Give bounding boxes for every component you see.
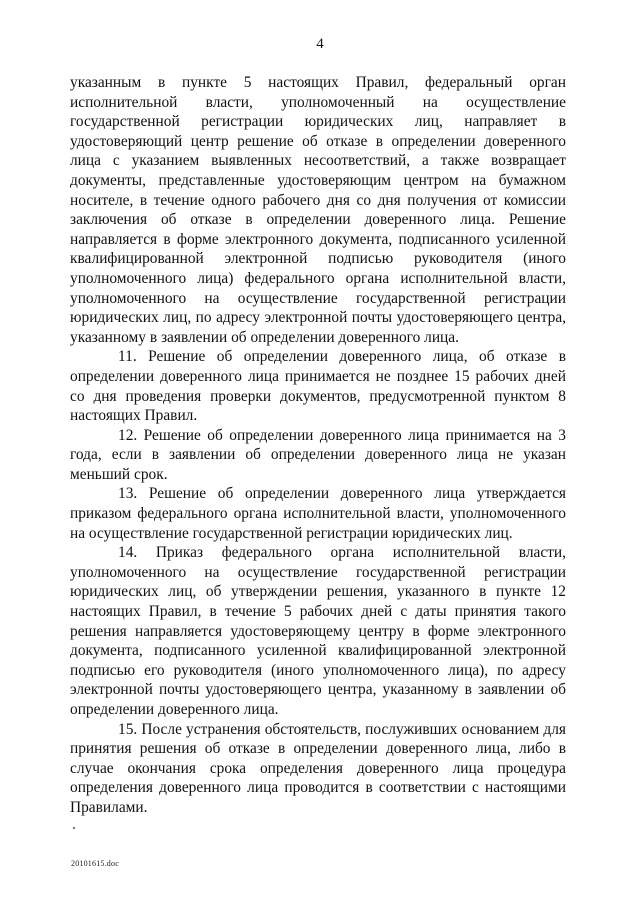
paragraph-item-15: 15. После устранения обстоятельств, послуживших основанием для принятия решения об отказе в определении доверенного лица, либо в случае окончания срока определения доверенного лица процедура определения доверенного лица проводится в соответствии с настоящими Правилами. bbox=[70, 720, 566, 816]
paragraph-item-12: 12. Решение об определении доверенного лица принимается на 3 года, если в заявлении об определении доверенного лица не указан меньший срок. bbox=[70, 426, 566, 483]
paragraph-item-14: 14. Приказ федерального органа исполнительной власти, уполномоченного на осуществление государственной регистрации юридических лиц, об утверждении решения, указанного в пункте 12 настоящих Правил, в течение 5 рабочих дней с даты принятия такого решения направляется удостоверяющему центру в форме электронного документа, подписанного усиленной квалифицированной электронной подписью его руководителя (иного уполномоченного лица), по адресу электронной почты удостоверяющего центра, указанному в заявлении об определении доверенного лица. bbox=[70, 544, 566, 718]
footer-doc-name: 20101615.doc bbox=[71, 859, 119, 868]
document-body bbox=[70, 73, 566, 818]
page-number: 4 bbox=[316, 36, 324, 52]
scan-dot-mark bbox=[73, 827, 75, 829]
paragraph-continuation: указанным в пункте 5 настоящих Правил, федеральный орган исполнительной власти, уполномоченный на осуществление государственной регистрации юридических лиц, направляет в удостоверяющий центр решение об отказе в определении доверенного лица с указанием выявленных несоответствий, а также возвращает документы, представленные удостоверяющим центром на бумажном носителе, в течение одного рабочего дня со дня получения от комиссии заключения об отказе в определении доверенного лица. Решение направляется в форме электронного документа, подписанного усиленной квалифицированной электронной подписью руководителя (иного уполномоченного лица) федерального органа исполнительной власти, уполномоченного на осуществление государственной регистрации юридических лиц, по адресу электронной почты удостоверяющего центра, указанному в заявлении об определении доверенного лица. bbox=[70, 74, 566, 346]
paragraph-item-13: 13. Решение об определении доверенного лица утверждается приказом федерального органа исполнительной власти, уполномоченного на осуществление государственной регистрации юридических лиц. bbox=[70, 485, 566, 542]
paragraph-item-11: 11. Решение об определении доверенного лица, об отказе в определении доверенного лица принимается не позднее 15 рабочих дней со дня проведения проверки документов, предусмотренной пунктом 8 настоящих Правил. bbox=[70, 348, 566, 425]
